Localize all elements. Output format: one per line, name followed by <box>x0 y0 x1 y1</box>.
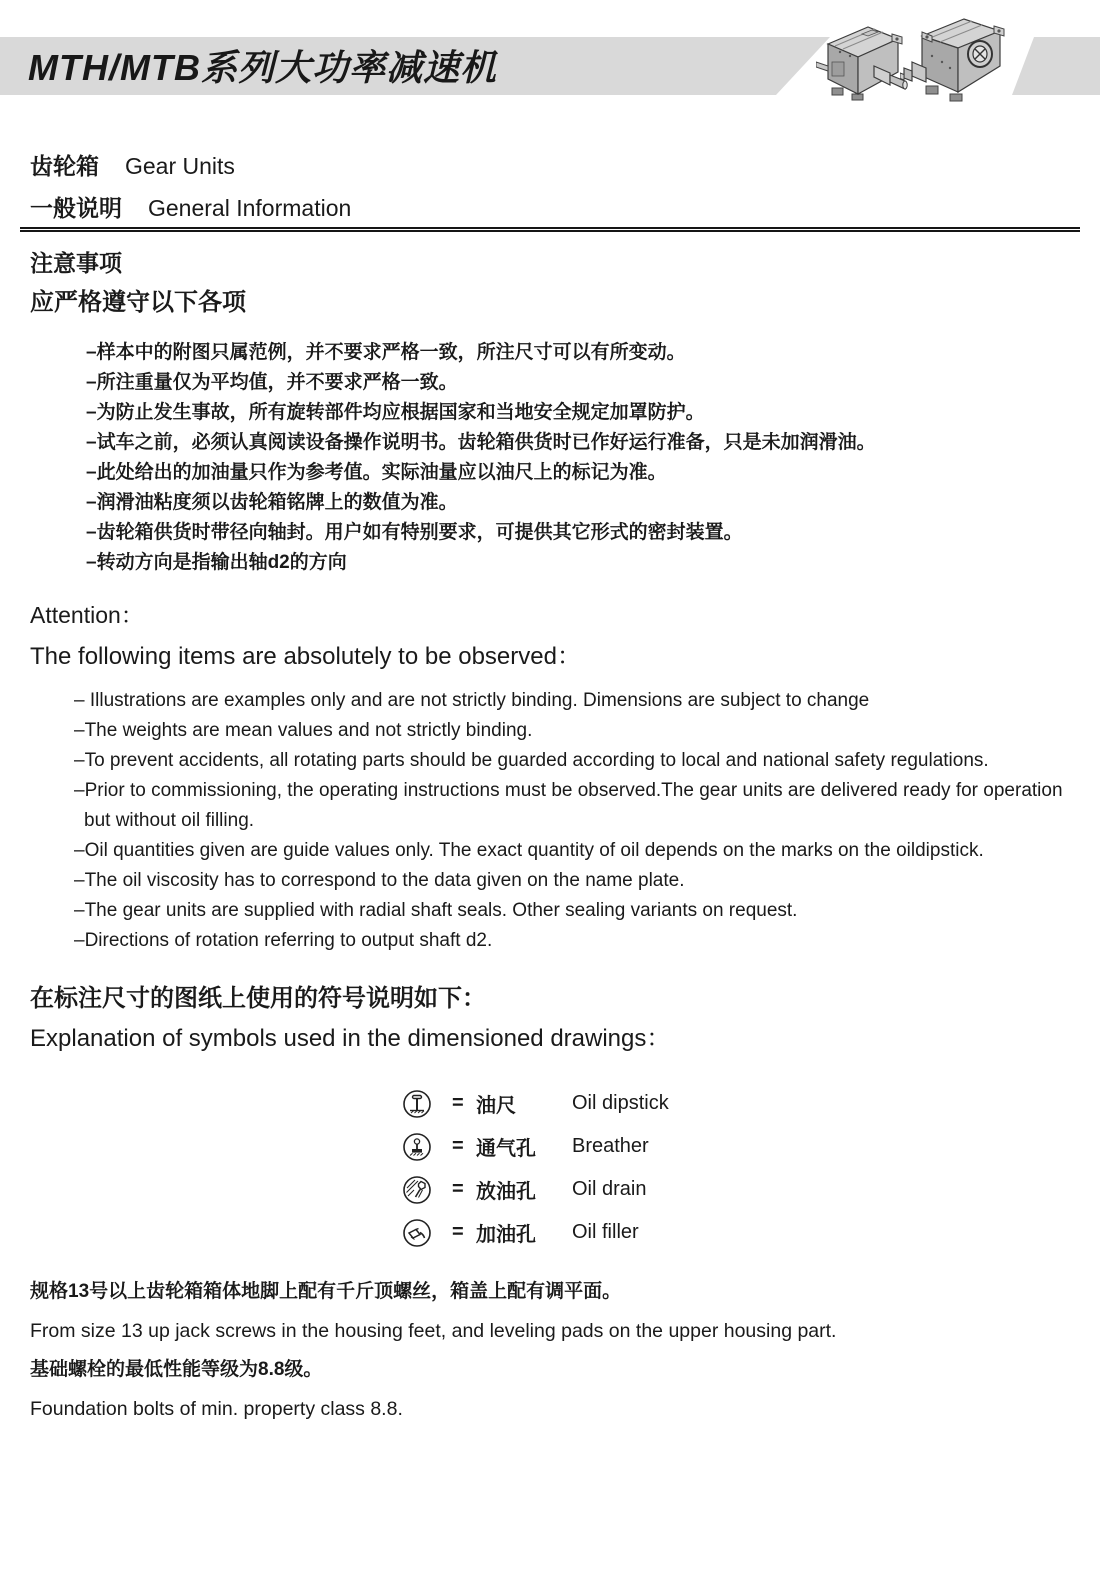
symbol-row-oil-filler <box>402 1211 1080 1254</box>
intro-row-gear-units <box>30 148 351 181</box>
symbol-row-oil-drain <box>402 1168 1080 1211</box>
list-item: –为防止发生事故，所有旋转部件均应根据国家和当地安全规定加罩防护。 <box>86 402 705 423</box>
list-item: –To prevent accidents, all rotating parts should be guarded according to local and national safety regulations. <box>74 750 989 771</box>
section-notice-en <box>30 600 1080 956</box>
symbol-label-en: Breather <box>572 1135 649 1157</box>
list-item: –齿轮箱供货时带径向轴封。用户如有特别要求，可提供其它形式的密封装置。 <box>86 522 743 543</box>
symbols-table <box>402 1082 1080 1254</box>
list-item: –润滑油粘度须以齿轮箱铭牌上的数值为准。 <box>86 492 458 513</box>
footer-line-zh: 基础螺栓的最低性能等级为8.8级。 <box>30 1359 323 1380</box>
intro-zh-gear-units: 齿轮箱 <box>30 153 99 179</box>
list-item: –转动方向是指输出轴d2的方向 <box>86 552 347 573</box>
symbol-label-en: Oil drain <box>572 1178 647 1200</box>
section-intro <box>30 148 351 232</box>
intro-en-general-information: General Information <box>148 195 352 221</box>
footer-line-en: Foundation bolts of min. property class 8.8. <box>30 1398 403 1420</box>
intro-zh-general-information: 一般说明 <box>30 195 122 221</box>
oil-drain-icon <box>402 1175 432 1205</box>
list-item: –所注重量仅为平均值，并不要求严格一致。 <box>86 372 458 393</box>
notice-zh-list <box>30 338 1080 578</box>
notice-en-heading: Attention： <box>30 602 144 628</box>
list-item: –试车之前，必须认真阅读设备操作说明书。齿轮箱供货时已作好运行准备，只是未加润滑油。 <box>86 432 876 453</box>
symbol-label-en: Oil filler <box>572 1221 639 1243</box>
section-divider <box>20 227 1080 232</box>
list-item: –Prior to commissioning, the operating instructions must be observed.The gear units are delivered ready for operation but without oil filling. <box>74 780 1063 831</box>
gearbox-illustration-left-icon <box>816 16 908 104</box>
footer-line-zh: 规格13号以上齿轮箱箱体地脚上配有千斤顶螺丝，箱盖上配有调平面。 <box>30 1281 622 1302</box>
symbol-label-zh: 油尺 <box>476 1095 516 1117</box>
list-item: – Illustrations are examples only and are not strictly binding. Dimensions are subject to change <box>74 690 870 711</box>
oil-dipstick-icon <box>402 1089 432 1119</box>
symbol-label-zh: 放油孔 <box>476 1181 536 1203</box>
section-symbols <box>30 984 1080 1254</box>
symbol-row-breather <box>402 1125 1080 1168</box>
list-item: –The weights are mean values and not strictly binding. <box>74 720 533 741</box>
notice-zh-heading: 注意事项 <box>30 250 122 276</box>
list-item: –Directions of rotation referring to output shaft d2. <box>74 930 493 951</box>
equals-sign: = <box>452 1221 464 1243</box>
intro-row-general-information <box>30 190 351 223</box>
section-footer-notes <box>30 1280 1070 1436</box>
page-title: MTH/MTB系列大功率减速机 <box>28 47 497 88</box>
symbol-label-en: Oil dipstick <box>572 1092 669 1114</box>
symbol-row-oil-dipstick <box>402 1082 1080 1125</box>
notice-en-list <box>30 686 1078 956</box>
list-item: –The oil viscosity has to correspond to the data given on the name plate. <box>74 870 685 891</box>
notice-zh-subheading: 应严格遵守以下各项 <box>30 289 246 316</box>
breather-icon <box>402 1132 432 1162</box>
section-notice-zh <box>30 248 1080 578</box>
list-item: –此处给出的加油量只作为参考值。实际油量应以油尺上的标记为准。 <box>86 462 667 483</box>
symbols-heading-zh: 在标注尺寸的图纸上使用的符号说明如下： <box>30 985 486 1012</box>
list-item: –样本中的附图只属范例，并不要求严格一致，所注尺寸可以有所变动。 <box>86 342 686 363</box>
footer-line-en: From size 13 up jack screws in the housing feet, and leveling pads on the upper housing part. <box>30 1320 837 1342</box>
symbol-label-zh: 通气孔 <box>476 1138 536 1160</box>
equals-sign: = <box>452 1178 464 1200</box>
equals-sign: = <box>452 1092 464 1114</box>
list-item: –The gear units are supplied with radial shaft seals. Other sealing variants on request. <box>74 900 798 921</box>
intro-en-gear-units: Gear Units <box>125 153 235 179</box>
notice-en-subheading: The following items are absolutely to be observed： <box>30 643 581 670</box>
list-item: –Oil quantities given are guide values only. The exact quantity of oil depends on the marks on the oildipstick. <box>74 840 984 861</box>
symbols-heading-en: Explanation of symbols used in the dimensioned drawings： <box>30 1025 671 1052</box>
gearbox-illustration-right-icon <box>900 10 1012 110</box>
equals-sign: = <box>452 1135 464 1157</box>
banner-band-right <box>1012 37 1100 95</box>
symbol-label-zh: 加油孔 <box>476 1224 536 1246</box>
oil-filler-icon <box>402 1218 432 1248</box>
